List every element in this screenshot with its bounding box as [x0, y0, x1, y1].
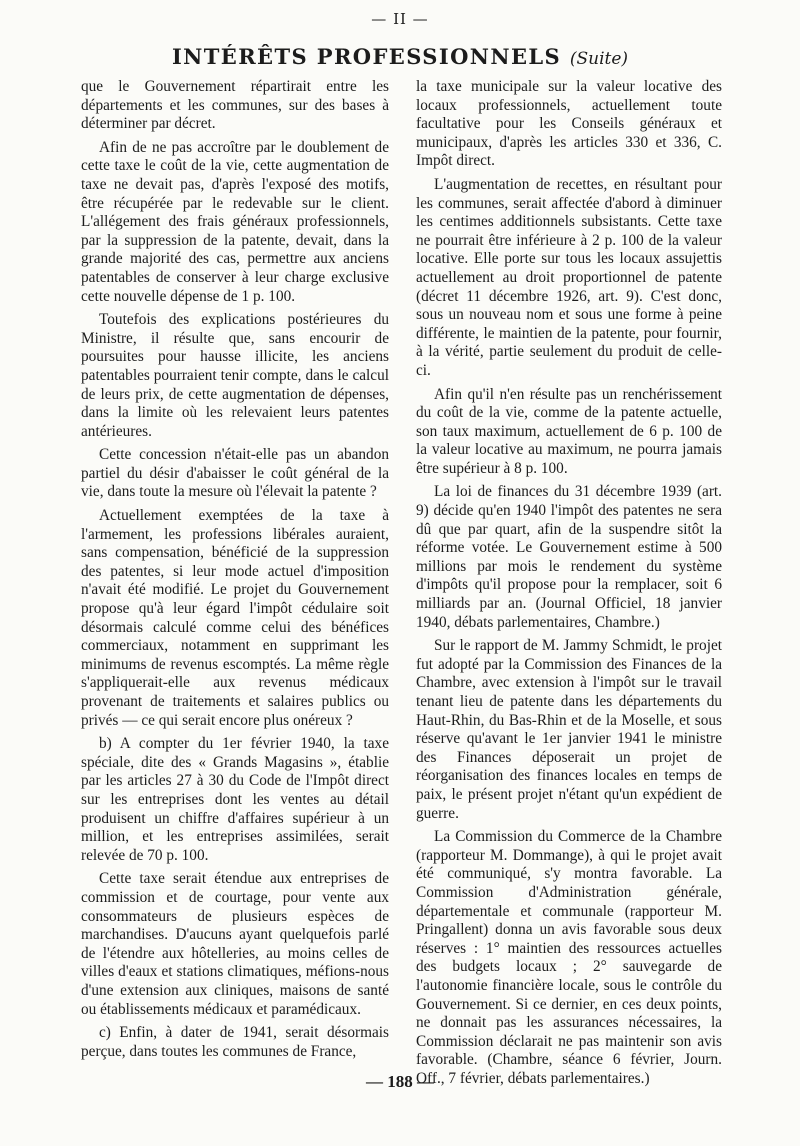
- paragraph: Afin qu'il n'en résulte pas un renchérissement du coût de la vie, comme de la patente actuelle, son taux maximum, actuellement de 6 p. 100 de la valeur locative au maximum, ne pourra jamais être supérieur à 8 p. 100.: [416, 385, 722, 477]
- section-page-marker: — II —: [371, 10, 429, 28]
- paragraph: c) Enfin, à dater de 1941, serait désormais perçue, dans toutes les communes de France,: [81, 1024, 389, 1060]
- paragraph: Cette taxe serait étendue aux entreprises de commission et de courtage, pour vente aux consommateurs de plusieurs espèces de marchandises. D'aucuns ayant quelquefois parlé de l'étendre aux hôtelleries, au moins celles de villes d'eaux et stations climatiques, méfions-nous d'une extension aux cliniques, maisons de santé ou établissements médicaux et paramédicaux.: [81, 870, 389, 1018]
- paragraph: que le Gouvernement répartirait entre les départements et les communes, sur des bases à déterminer par décret.: [81, 78, 389, 133]
- title-suffix: (Suite): [569, 49, 629, 69]
- left-column: [81, 78, 389, 1066]
- paragraph: La loi de finances du 31 décembre 1939 (art. 9) décide qu'en 1940 l'impôt des patentes ne sera dû que par quart, afin de la suspendre sitôt la réforme votée. Le Gouvernement estime à 500 millions par mois le rendement du système d'impôts qu'il propose pour la remplacer, soit 6 milliards par an. (Journal Officiel, 18 janvier 1940, débats parlementaires, Chambre.): [416, 483, 722, 631]
- right-column: [416, 78, 722, 1093]
- page-title: [0, 44, 800, 69]
- page-number: — 188 —: [366, 1072, 434, 1091]
- paragraph: Cette concession n'était-elle pas un abandon partiel du désir d'abaisser le coût général de la vie, dans toute la mesure où l'élevait la patente ?: [81, 446, 389, 501]
- paragraph: b) A compter du 1er février 1940, la taxe spéciale, dite des « Grands Magasins », établie par les articles 27 à 30 du Code de l'Impôt direct sur les entreprises dont les ventes au détail produisent un chiffre d'affaires supérieur à un million, et les entreprises assimilées, serait relevée de 70 p. 100.: [81, 735, 389, 864]
- paragraph: Actuellement exemptées de la taxe à l'armement, les professions libérales auraient, sans compensation, bénéficié de la suppression des patentes, si leur mode actuel d'imposition n'avait été modifié. Le projet du Gouvernement propose qu'à leur égard l'impôt cédulaire soit désormais calculé comme celui des bénéfices commerciaux, notamment en supprimant les minimums de revenus escomptés. La même règle s'appliquerait-elle aux revenus médicaux provenant de traitements et salaires publics ou privés — ce qui serait encore plus onéreux ?: [81, 507, 389, 729]
- paragraph: Afin de ne pas accroître par le doublement de cette taxe le coût de la vie, cette augmentation de taxe ne devait pas, d'après l'exposé des motifs, être récupérée par le redevable sur le client. L'allégement des frais généraux professionnels, par la suppression de la patente, devait, dans la grande majorité des cas, permettre aux anciens patentables de conserver à leur charge exclusive cette nouvelle dépense de 1 p. 100.: [81, 138, 389, 305]
- paragraph: La Commission du Commerce de la Chambre (rapporteur M. Dommange), à qui le projet avait été communiqué, s'y montra favorable. La Commission d'Administration générale, départementale et communale (rapporteur M. Pringallent) donna un avis favorable sous deux réserves : 1° maintien des ressources actuelles des budgets locaux ; 2° sauvegarde de l'autonomie financière locale, sous le contrôle du Gouvernement. Si ce dernier, en ces deux points, ne donnait pas les assurances nécessaires, la Commission déclarait ne pas maintenir son avis favorable. (Chambre, séance 6 février, Journ. Off., 7 février, débats parlementaires.): [416, 828, 722, 1087]
- paragraph: L'augmentation de recettes, en résultant pour les communes, serait affectée d'abord à diminuer les centimes additionnels subsistants. Cette taxe ne pourrait être inférieure à 2 p. 100 de la valeur locative. Elle porte sur tous les locaux assujettis actuellement au droit proportionnel de patente (décret 11 décembre 1926, art. 9). C'est donc, sous un nouveau nom et sous une forme à peine différente, le maintien de la patente, pour fournir, à la vérité, partie seulement du produit de celle-ci.: [416, 175, 722, 379]
- paragraph: Sur le rapport de M. Jammy Schmidt, le projet fut adopté par la Commission des Finances de la Chambre, avec extension à l'impôt sur le travail tenant lieu de patente dans les départements du Haut-Rhin, du Bas-Rhin et de la Moselle, et sous réserve qu'avant le 1er janvier 1941 le ministre des Finances déposerait un projet de réorganisation des finances locales en temps de paix, le présent projet n'étant qu'un expédient de guerre.: [416, 637, 722, 822]
- title-text: INTÉRÊTS PROFESSIONNELS: [171, 44, 562, 69]
- paragraph: la taxe municipale sur la valeur locative des locaux professionnels, actuellement toute facultative pour les Conseils généraux et municipaux, d'après les articles 330 et 336, C. Impôt direct.: [416, 78, 722, 170]
- paragraph: Toutefois des explications postérieures du Ministre, il résulte que, sans encourir de poursuites pour hausse illicite, les anciens patentables pourraient tenir compte, dans le calcul de leurs prix, de cette augmentation de dépenses, dans la limite où les relevaient leurs patentes antérieures.: [81, 311, 389, 440]
